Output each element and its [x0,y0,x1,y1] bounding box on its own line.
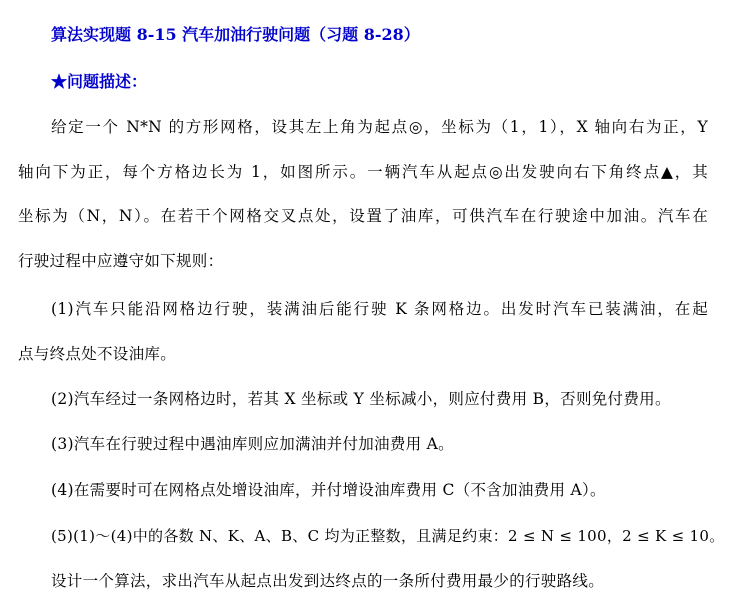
rule-5: (5)(1)～(4)中的各数 N、K、A、B、C 均为正整数，且满足约束：2 ≤ N ≤ 100，2 ≤ K ≤ 10。 [51,527,725,545]
paragraph-line-4: 行驶过程中应遵守如下规则： [18,252,224,270]
paragraph-line-2: 轴向下为正，每个方格边长为 1，如图所示。一辆汽车从起点◎出发驶向右下角终点▲，其 [18,163,708,181]
rule-3: (3)汽车在行驶过程中遇油库则应加满油并付加油费用 A。 [51,435,454,453]
rule-1-line-2: 点与终点处不设油库。 [18,345,177,363]
rule-2: (2)汽车经过一条网格边时，若其 X 坐标或 Y 坐标减小，则应付费用 B，否则免付费用。 [51,390,671,408]
section-heading [51,71,147,93]
problem-title: 算法实现题 8-15 汽车加油行驶问题（习题 8-28） [51,25,420,44]
task-statement: 设计一个算法，求出汽车从起点出发到达终点的一条所付费用最少的行驶路线。 [51,572,605,590]
paragraph-line-3: 坐标为（N，N）。在若干个网格交叉点处，设置了油库，可供汽车在行驶途中加油。汽车在 [18,207,708,225]
paragraph-line-1: 给定一个 N*N 的方形网格，设其左上角为起点◎，坐标为（1，1），X 轴向右为正，Y [51,118,708,136]
section-heading-text: 问题描述： [67,72,148,91]
star-icon: ★ [51,72,68,91]
rule-4: (4)在需要时可在网格点处增设油库，并付增设油库费用 C（不含加油费用 A）。 [51,481,606,499]
rule-1-line-1: (1)汽车只能沿网格边行驶，装满油后能行驶 K 条网格边。出发时汽车已装满油，在起 [51,300,708,318]
